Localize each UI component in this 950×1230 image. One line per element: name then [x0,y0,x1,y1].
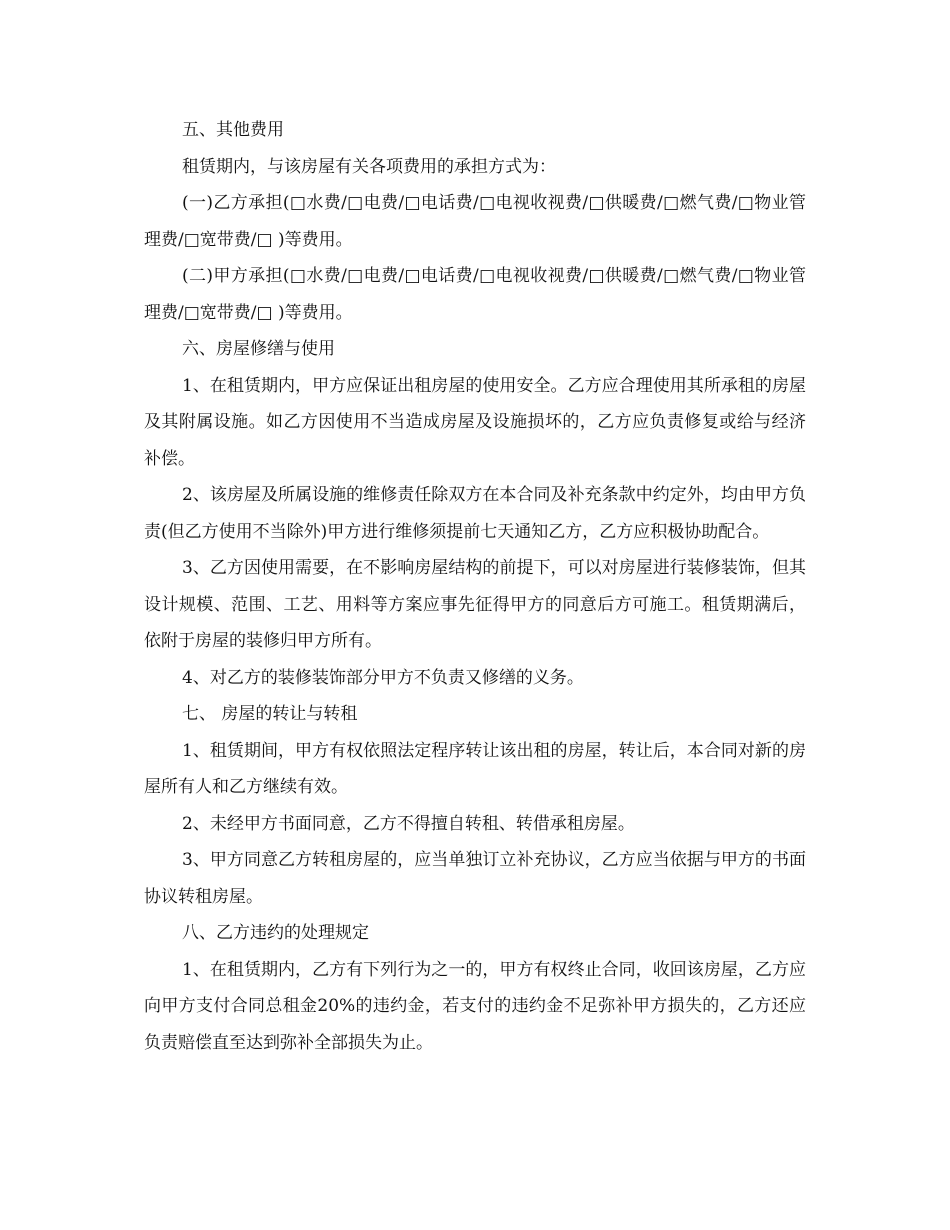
paragraph: 2、该房屋及所属设施的维修责任除双方在本合同及补充条款中约定外，均由甲方负责(但乙方使用不当除外)甲方进行维修须提前七天通知乙方，乙方应积极协助配合。 [144,485,806,542]
section-heading-repair-and-use: 六、房屋修缮与使用 [182,339,335,359]
paragraph: 1、在租赁期内，甲方应保证出租房屋的使用安全。乙方应合理使用其所承租的房屋及其附属设施。如乙方因使用不当造成房屋及设施损坏的，乙方应负责修复或给与经济补偿。 [144,375,806,469]
paragraph: (一)乙方承担(□水费/□电费/□电话费/□电视收视费/□供暖费/□燃气费/□物业管理费/□宽带费/□ )等费用。 [144,193,806,250]
paragraph: 3、乙方因使用需要，在不影响房屋结构的前提下，可以对房屋进行装修装饰，但其设计规模、范围、工艺、用料等方案应事先征得甲方的同意后方可施工。租赁期满后，依附于房屋的装修归甲方所有。 [144,558,806,651]
paragraph: 3、甲方同意乙方转租房屋的，应当单独订立补充协议，乙方应当依据与甲方的书面协议转租房屋。 [144,850,806,907]
paragraph: 1、在租赁期内，乙方有下列行为之一的，甲方有权终止合同，收回该房屋，乙方应向甲方支付合同总租金20%的违约金，若支付的违约金不足弥补甲方损失的，乙方还应负责赔偿直至达到弥补全部损失为止。 [144,959,806,1053]
paragraph: 2、未经甲方书面同意，乙方不得擅自转租、转借承租房屋。 [182,813,635,834]
section-heading-transfer-and-sublet: 七、 房屋的转让与转租 [182,704,358,724]
paragraph: 4、对乙方的装修装饰部分甲方不负责又修缮的义务。 [182,667,584,688]
paragraph: 租赁期内，与该房屋有关各项费用的承担方式为： [182,156,556,177]
section-heading-tenant-breach: 八、乙方违约的处理规定 [182,923,369,943]
paragraph: (二)甲方承担(□水费/□电费/□电话费/□电视收视费/□供暖费/□燃气费/□物业管理费/□宽带费/□ )等费用。 [144,266,806,323]
paragraph: 1、租赁期间，甲方有权依照法定程序转让该出租的房屋，转让后，本合同对新的房屋所有人和乙方继续有效。 [144,740,806,797]
section-heading-other-fees: 五、其他费用 [182,120,284,140]
